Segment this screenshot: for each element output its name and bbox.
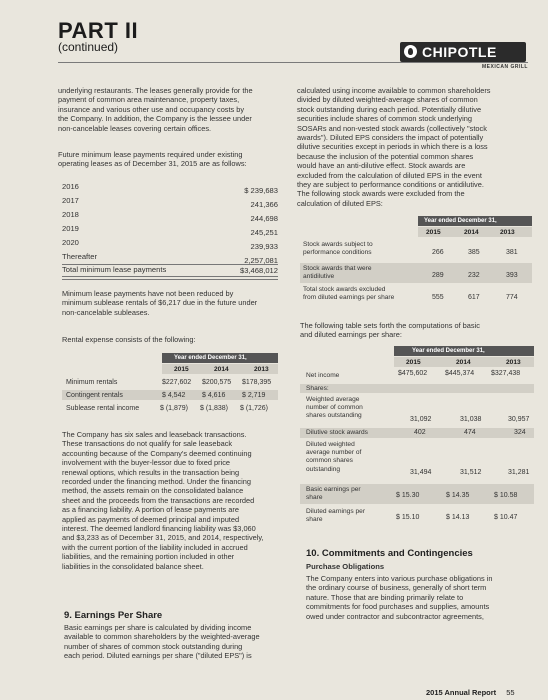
section-10-heading: 10. Commitments and Contingencies	[306, 548, 473, 559]
col-year: 2013	[254, 366, 269, 373]
chipotle-logo	[400, 42, 526, 62]
cell-value: 381	[506, 249, 518, 256]
col-year: 2015	[426, 229, 441, 236]
cell-value: $ 14.13	[446, 514, 470, 521]
table-double-rule	[62, 276, 278, 280]
cell-value: 402	[414, 429, 426, 436]
col-year: 2015	[174, 366, 189, 373]
logo-tagline: MEXICAN GRILL	[482, 64, 528, 70]
text-line: awards"). Diluted EPS considers the impact of potentially	[297, 133, 484, 143]
lease-year-label: 2020	[62, 238, 79, 247]
text-line: These transactions do not qualify for sale leaseback	[62, 439, 233, 449]
text-line: insurance and various other use and occupancy costs by	[58, 104, 245, 114]
col-year: 2014	[464, 229, 479, 236]
text-line: Minimum lease payments have not been reduced by	[62, 289, 234, 298]
row-label	[306, 441, 361, 474]
cell-value: $445,374	[445, 370, 475, 377]
cell-value: 31,092	[410, 416, 432, 423]
text-line: antidilutive	[303, 273, 335, 281]
text-line: The Company has six sales and leaseback transactions.	[62, 430, 247, 439]
text-line: available to common shareholders by the weighted-average	[64, 632, 260, 642]
cell-value: 31,281	[508, 469, 530, 476]
page-footer	[426, 688, 515, 697]
lease-payments-intro	[58, 150, 283, 169]
lease-year-label: Thereafter	[62, 252, 98, 261]
header-divider	[58, 62, 528, 63]
text-line: share	[306, 494, 323, 502]
cell-value: 31,038	[460, 416, 482, 423]
text-line: method, the assets remain on the consolidated balance	[62, 486, 244, 496]
row-label: Net income	[306, 372, 340, 379]
text-line: liabilities in the consolidated balance sheet.	[62, 561, 204, 571]
lease-year-label: 2017	[62, 196, 79, 205]
text-line: accounting because of the Company's deemed continuing	[62, 448, 252, 458]
text-line: number of common	[306, 404, 363, 412]
text-line: applied as payments of deemed principal and imputed	[62, 514, 240, 524]
col-year: 2015	[406, 359, 421, 366]
table-header: Year ended December 31,	[424, 218, 497, 224]
text-line: the Company. In addition, the Company is the lessee under	[58, 114, 252, 124]
text-line: securities include shares of common stock underlying	[297, 114, 472, 124]
row-label	[306, 396, 363, 421]
cell-value: $ (1,879)	[160, 405, 189, 412]
lease-year-value: 239,933	[250, 242, 278, 251]
cell-value: 31,512	[460, 469, 482, 476]
lease-year-value: $ 239,683	[244, 186, 278, 195]
lease-year-value: 245,251	[250, 228, 278, 237]
purchase-obligations-heading: Purchase Obligations	[306, 562, 385, 571]
row-label: Minimum rentals	[66, 379, 118, 386]
page-title: PART II	[58, 18, 139, 43]
text-line: Stock awards subject to	[303, 241, 373, 248]
lease-total-value: $3,468,012	[239, 266, 278, 275]
cell-value: 617	[468, 294, 480, 301]
text-line: interest. The deemed landlord financing liability was $3,060	[62, 524, 256, 534]
text-line: Diluted weighted	[306, 441, 355, 448]
cell-value: 324	[514, 429, 526, 436]
row-label: Dilutive stock awards	[306, 429, 368, 436]
text-line: Basic earnings per	[306, 486, 361, 493]
text-line: sheet and the proceeds from the transactions are recorded	[62, 495, 255, 505]
row-label: Sublease rental income	[66, 405, 140, 412]
eps-computation-intro	[300, 321, 535, 340]
text-line: Basic earnings per share is calculated by dividing income	[64, 623, 252, 632]
lease-year-value: 241,366	[250, 200, 278, 209]
text-line: calculated using income available to common shareholders	[297, 86, 491, 95]
text-line: as a financing liability. A portion of lease payments are	[62, 505, 239, 515]
text-line: owed under contractor and subcontractor agreements,	[306, 611, 484, 621]
cell-value: 774	[506, 294, 518, 301]
text-line: from diluted earnings per share	[303, 294, 395, 302]
cell-value: $ 10.58	[494, 492, 518, 499]
cell-value: $ 2,719	[242, 392, 266, 399]
cell-value: $ 4,616	[202, 392, 226, 399]
cell-value: 555	[432, 294, 444, 301]
text-line: dilutive securities except in periods in which there is a loss	[297, 142, 488, 152]
lease-year-label: 2018	[62, 210, 79, 219]
rental-expense-intro: Rental expense consists of the following:	[62, 335, 196, 344]
text-line: non-cancelable subleases.	[62, 307, 150, 317]
lease-year-label: 2016	[62, 182, 79, 191]
cell-value: 266	[432, 249, 444, 256]
text-line: with the current portion of the liability included in accrued	[62, 542, 248, 552]
lease-year-value: 244,698	[250, 214, 278, 223]
cell-value: 393	[506, 272, 518, 279]
text-line: The following table sets forth the computations of basic	[300, 321, 480, 330]
row-label	[303, 241, 373, 257]
cell-value: 232	[468, 272, 480, 279]
text-line: payment of common area maintenance, property taxes,	[58, 95, 240, 105]
text-line: the ordinary course of business, generally of short term	[306, 583, 487, 593]
col-year: 2014	[214, 366, 229, 373]
text-line: renewal options, which results in the transaction being	[62, 467, 240, 477]
report-name: 2015 Annual Report	[426, 688, 497, 697]
text-line: commitments for food purchases and supplies, amounts	[306, 602, 490, 612]
col-year: 2013	[506, 359, 521, 366]
cell-value: $ 15.30	[396, 492, 420, 499]
purchase-obligations-paragraph	[306, 574, 534, 621]
cell-value: $ 4,542	[162, 392, 186, 399]
text-line: Total stock awards excluded	[303, 286, 386, 293]
section-9-heading: 9. Earnings Per Share	[64, 610, 163, 621]
text-line: and $3,233 as of December 31, 2015, and 2014, respectively,	[62, 533, 264, 543]
col-year: 2013	[500, 229, 515, 236]
text-line: each period. Diluted earnings per share ("diluted EPS") is	[64, 651, 252, 661]
cell-value: 289	[432, 272, 444, 279]
eps-intro-paragraph	[64, 623, 289, 661]
cell-value: $ 15.10	[396, 514, 420, 521]
row-band	[300, 384, 534, 393]
row-label	[303, 286, 394, 302]
table-header: Year ended December 31,	[412, 348, 485, 354]
diluted-eps-paragraph	[297, 86, 532, 208]
col-year: 2014	[456, 359, 471, 366]
text-line: would have an anti-dilutive effect. Stock awards are	[297, 161, 466, 171]
text-line: The following stock awards were excluded from the	[297, 189, 465, 199]
cell-value: $200,575	[202, 379, 232, 386]
text-line: excluded from the calculation of diluted EPS in the event	[297, 170, 482, 180]
text-line: average number of	[306, 449, 362, 457]
text-line: shares outstanding	[306, 412, 362, 420]
lease-intro-paragraph	[58, 86, 283, 133]
cell-value: 474	[464, 429, 476, 436]
page-number: 55	[506, 688, 515, 697]
text-line: number of shares of common stock outstanding during	[64, 641, 243, 651]
table-header: Year ended December 31,	[174, 355, 247, 361]
text-line: non-cancelable leases covering certain offices.	[58, 123, 212, 133]
text-line: involvement with the buyer-lessor due to fixed price	[62, 458, 231, 468]
text-line: liabilities, and the remaining portion included in other	[62, 552, 235, 562]
cell-value: $ (1,838)	[200, 405, 229, 412]
cell-value: 30,957	[508, 416, 530, 423]
text-line: they are subject to performance conditions or antidilutive.	[297, 180, 484, 190]
cell-value: 31,494	[410, 469, 432, 476]
text-line: Stock awards that were	[303, 265, 372, 272]
cell-value: $178,395	[242, 379, 272, 386]
sublease-paragraph	[62, 289, 287, 317]
cell-value: $ 14.35	[446, 492, 470, 499]
text-line: underlying restaurants. The leases generally provide for the	[58, 86, 253, 95]
logo-text: CHIPOTLE	[422, 44, 497, 60]
text-line: Weighted average	[306, 396, 360, 403]
lease-year-value: 2,257,081	[244, 256, 278, 265]
pepper-icon	[404, 45, 417, 58]
row-label	[306, 486, 361, 502]
sale-leaseback-paragraph	[62, 430, 287, 571]
text-line: common shares	[306, 457, 353, 465]
text-line: operating leases as of December 31, 2015 are as follows:	[58, 159, 247, 169]
row-label	[306, 508, 365, 524]
text-line: share	[306, 516, 323, 524]
text-line: performance conditions	[303, 249, 372, 257]
cell-value: $ 10.47	[494, 514, 518, 521]
row-label: Shares:	[306, 385, 329, 392]
row-label: Contingent rentals	[66, 392, 123, 399]
text-line: nature. Those that are binding primarily relate to	[306, 592, 464, 602]
lease-year-label: 2019	[62, 224, 79, 233]
text-line: because the inclusion of the potential common shares	[297, 151, 474, 161]
cell-value: $475,602	[398, 370, 428, 377]
cell-value: $327,438	[491, 370, 521, 377]
text-line: Diluted earnings per	[306, 508, 366, 515]
cell-value: $ (1,726)	[240, 405, 269, 412]
text-line: SOSARs and non-vested stock awards (collectively "stock	[297, 123, 487, 133]
text-line: outstanding	[306, 465, 341, 473]
text-line: Future minimum lease payments required under existing	[58, 150, 243, 159]
cell-value: 385	[468, 249, 480, 256]
text-line: and diluted earnings per share:	[300, 330, 402, 340]
row-label	[303, 265, 372, 281]
text-line: minimum sublease rentals of $6,217 due in the future under	[62, 298, 258, 308]
page-subtitle: (continued)	[58, 40, 119, 54]
text-line: The Company enters into various purchase obligations in	[306, 574, 493, 583]
text-line: recorded under the financing method. Under the financing	[62, 477, 251, 487]
text-line: calculation of diluted EPS:	[297, 198, 383, 208]
text-line: divided by diluted weighted-average shares of common	[297, 95, 478, 105]
text-line: stock outstanding during each period. Potentially dilutive	[297, 104, 482, 114]
lease-total-label: Total minimum lease payments	[62, 265, 167, 274]
cell-value: $227,602	[162, 379, 192, 386]
